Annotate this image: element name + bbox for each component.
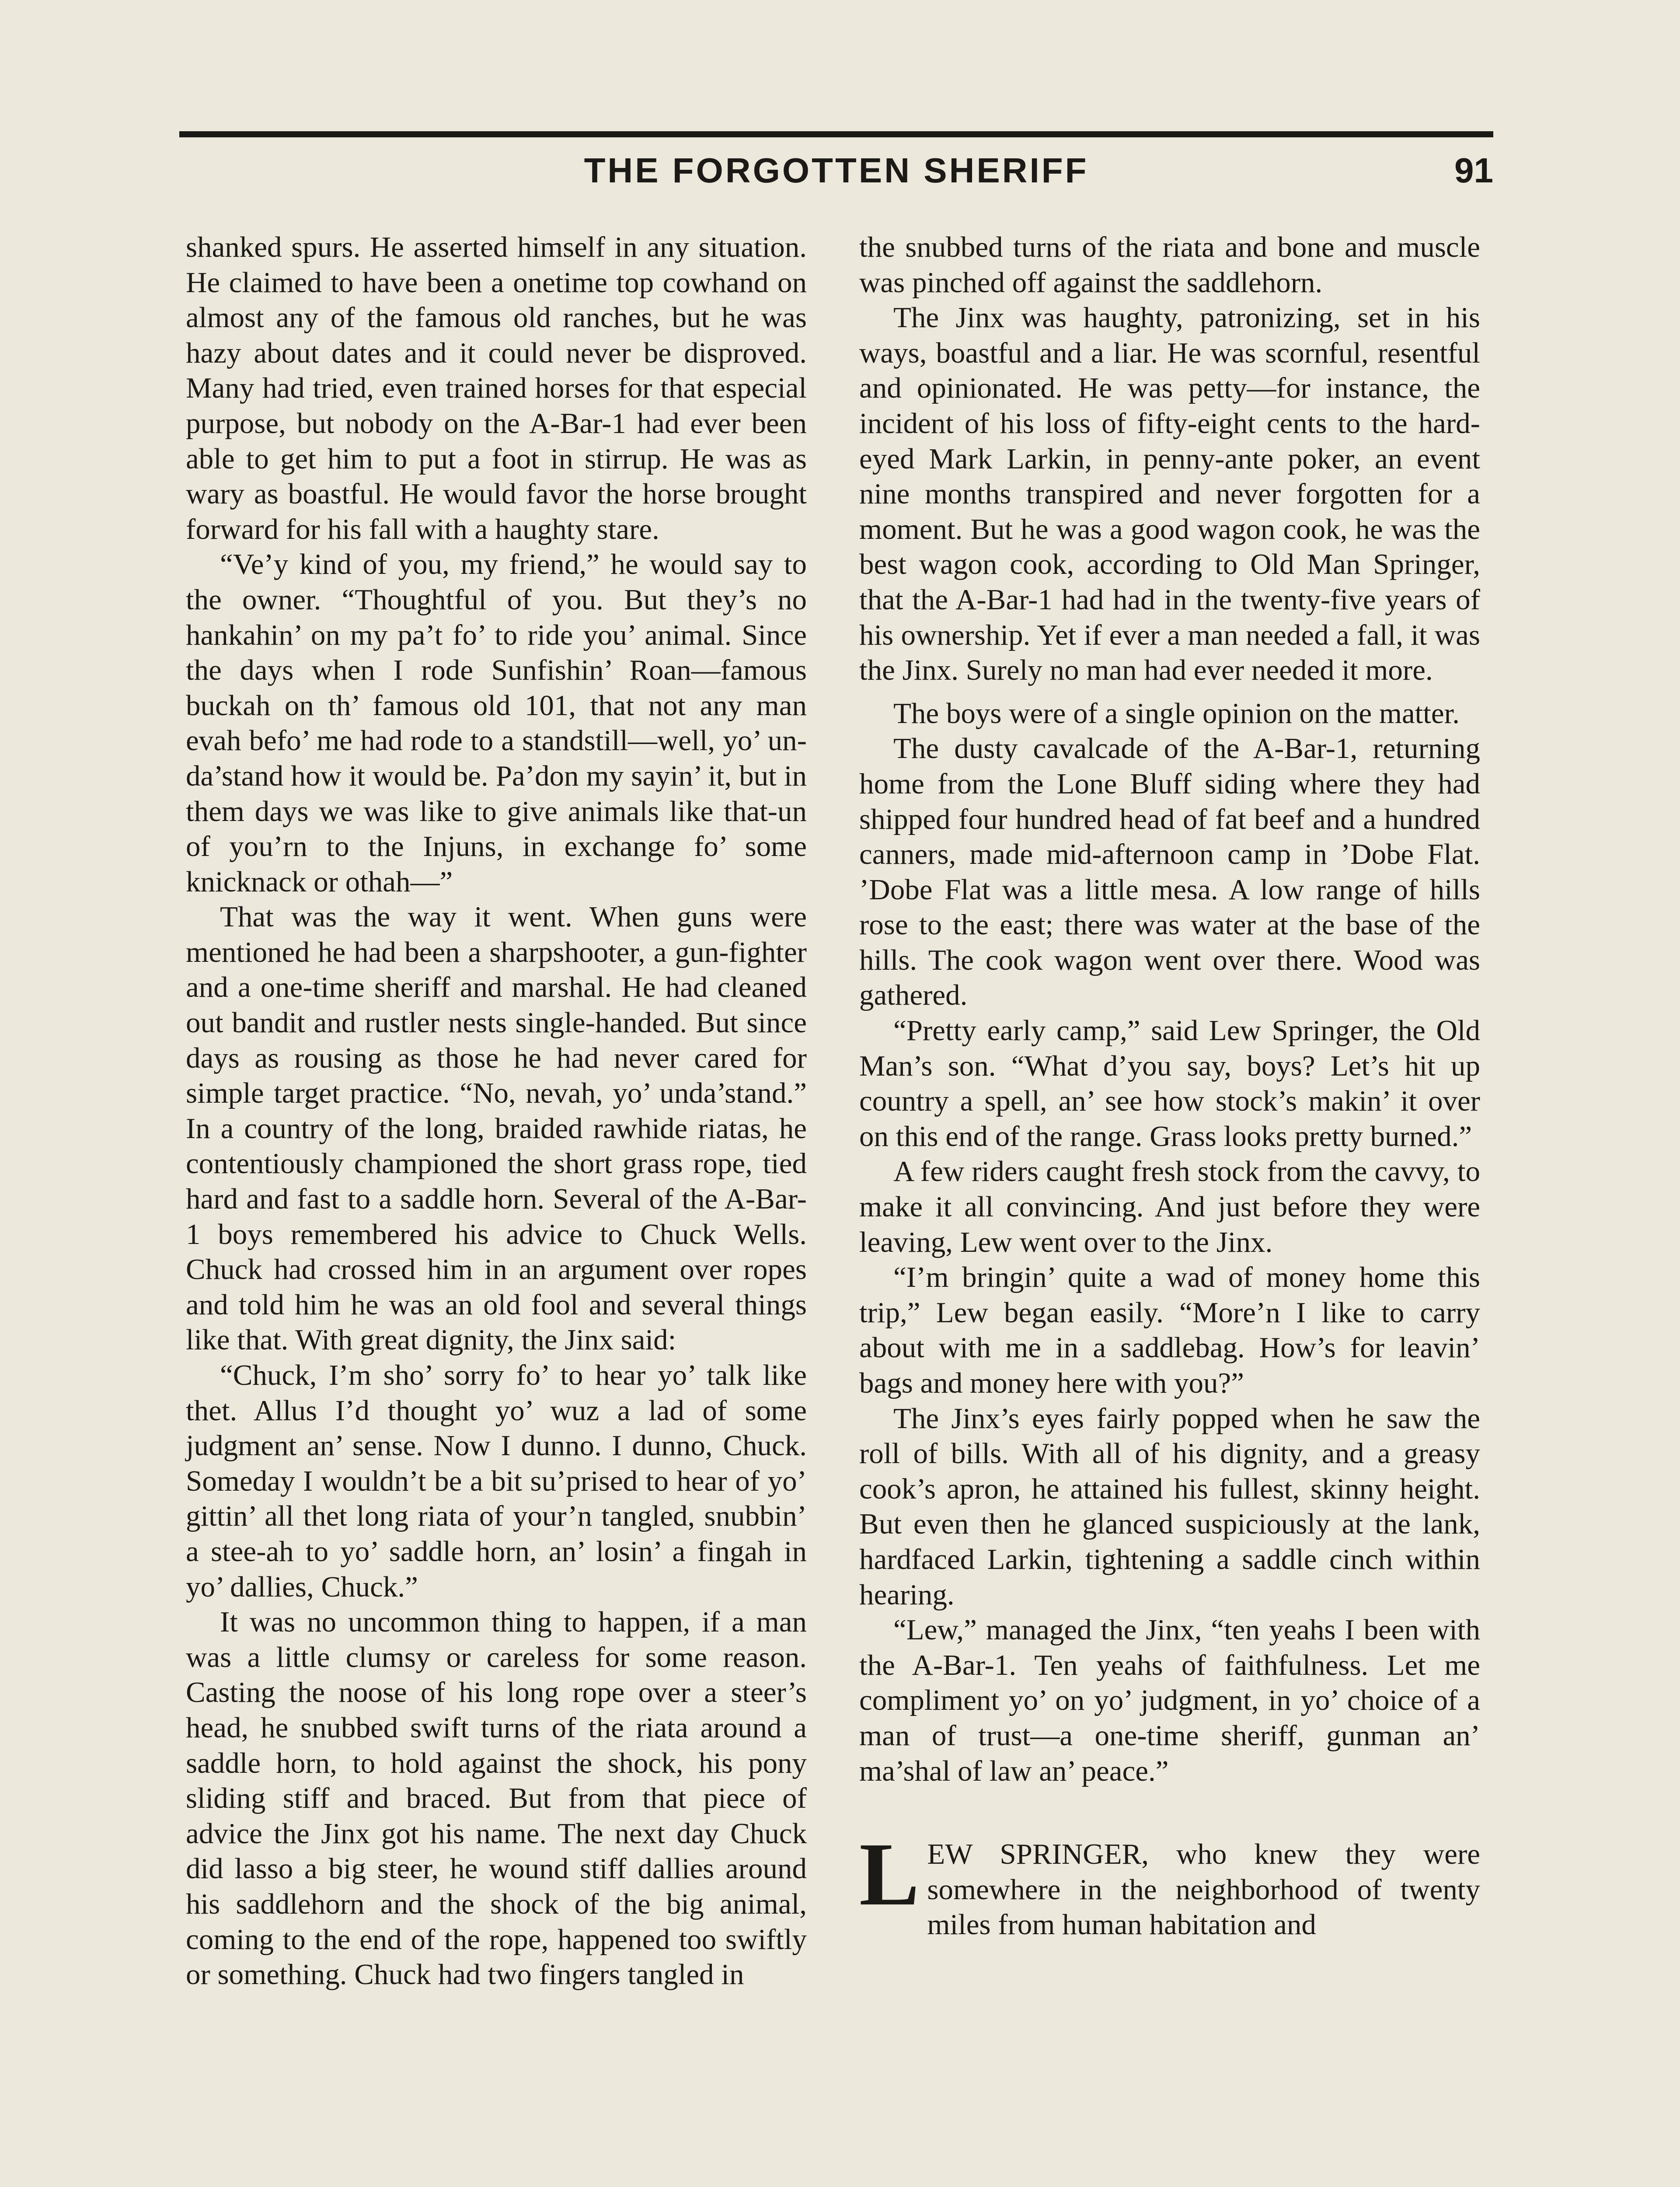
paragraph: “Chuck, I’m sho’ sorry fo’ to hear yo’ talk like thet. Allus I’d thought yo’ wuz a lad of some judgment an’ sense. Now I dunno. I dunno, Chuck. Someday I wouldn’t be a bit su’prised to hear of yo’ gittin’ all thet long riata of your’n tangled, snubbin’ a stee-ah to yo’ saddle horn, an’ losin’ a fingah in yo’ dallies, Chuck.”: [186, 1359, 807, 1603]
paragraph: the snubbed turns of the riata and bone and muscle was pinched off against the saddlehorn.: [859, 231, 1480, 299]
paragraph: The boys were of a single opinion on the matter.: [893, 697, 1460, 730]
paragraph: “Ve’y kind of you, my friend,” he would say to the owner. “Thoughtful of you. But they’s no hankahin’ on my pa’t fo’ to ride you’ animal. Since the days when I rode Sunfishin’ Roan—famous buckah on th’ famous old 101, that not any man evah befo’ me had rode to a standstill—well, yo’ unda’stand how it would be. Pa’don my sayin’ it, but in them days we was like to give animals like that-un of you’rn to the Injuns, in exchange fo’ some knicknack or othah—”: [186, 548, 807, 898]
paragraph: The Jinx was haughty, patronizing, set in his ways, boastful and a liar. He was scornful, resentful and opinionated. He was petty—for instance, the incident of his loss of fifty-eight cents to the hard-eyed Mark Larkin, in penny-ante poker, an event nine months transpired and never forgotten for a moment. But he was a good wagon cook, he was the best wagon cook, according to Old Man Springer, that the A-Bar-1 had had in the twenty-five years of his ownership. Yet if ever a man needed a fall, it was the Jinx. Surely no man had ever needed it more.: [859, 301, 1480, 687]
header-rule: [179, 131, 1493, 137]
section-start-paragraph: [859, 1824, 1480, 1942]
running-title: THE FORGOTTEN SHERIFF: [584, 151, 1089, 190]
left-column: [186, 230, 807, 1992]
section-start-text: EW SPRINGER, who knew they were somewhere in the neighborhood of twenty miles from human habitation and: [927, 1838, 1480, 1941]
right-column: [859, 230, 1480, 1942]
paragraph: “I’m bringin’ quite a wad of money home this trip,” Lew began easily. “More’n I like to carry about with me in a saddlebag. How’s for leavin’ bags and money here with you?”: [859, 1261, 1480, 1399]
paragraph: The Jinx’s eyes fairly popped when he saw the roll of bills. With all of his dignity, and a greasy cook’s apron, he attained his fullest, skinny height. But even then he glanced suspiciously at the lank, hardfaced Larkin, tightening a saddle cinch within hearing.: [859, 1402, 1480, 1611]
paragraph: A few riders caught fresh stock from the cavvy, to make it all convincing. And just before they were leaving, Lew went over to the Jinx.: [859, 1155, 1480, 1258]
drop-cap: L: [859, 1824, 920, 1925]
paragraph: That was the way it went. When guns were mentioned he had been a sharpshooter, a gun-fighter and a one-time sheriff and marshal. He had cleaned out bandit and rustler nests single-handed. But since days as rousing as those he had never cared for simple target practice. “No, nevah, yo’ unda’stand.” In a country of the long, braided rawhide riatas, he contentiously championed the short grass rope, tied hard and fast to a saddle horn. Several of the A-Bar-1 boys remembered his advice to Chuck Wells. Chuck had crossed him in an argument over ropes and told him he was an old fool and several things like that. With great dignity, the Jinx said:: [186, 901, 807, 1356]
page-number: 91: [1454, 151, 1493, 190]
paragraph: The dusty cavalcade of the A-Bar-1, returning home from the Lone Bluff siding where they had shipped four hundred head of fat beef and a hundred canners, made mid-afternoon camp in ’Dobe Flat. ’Dobe Flat was a little mesa. A low range of hills rose to the east; there was water at the base of the hills. The cook wagon went over there. Wood was gathered.: [859, 732, 1480, 1012]
running-header: [179, 147, 1493, 195]
paragraph: “Pretty early camp,” said Lew Springer, the Old Man’s son. “What d’you say, boys? Let’s hit up country a spell, an’ see how stock’s makin’ it over on this end of the range. Grass looks pretty burned.”: [859, 1014, 1480, 1153]
paragraph: “Lew,” managed the Jinx, “ten yeahs I been with the A-Bar-1. Ten yeahs of faithfulness. Let me compliment yo’ on yo’ judgment, in yo’ choice of a man of trust—a one-time sheriff, gunman an’ ma’shal of law an’ peace.”: [859, 1614, 1480, 1787]
paragraph: shanked spurs. He asserted himself in any situation. He claimed to have been a onetime top cowhand on almost any of the famous old ranches, but he was hazy about dates and it could never be disproved. Many had tried, even trained horses for that especial purpose, but nobody on the A-Bar-1 had ever been able to get him to put a foot in stirrup. He was as wary as boastful. He would favor the horse brought forward for his fall with a haughty stare.: [186, 231, 807, 545]
paragraph: It was no uncommon thing to happen, if a man was a little clumsy or careless for some reason. Casting the noose of his long rope over a steer’s head, he snubbed swift turns of the riata around a saddle horn, to hold against the shock, his pony sliding stiff and braced. But from that piece of advice the Jinx got his name. The next day Chuck did lasso a big steer, he wound stiff dallies around his saddlehorn and the shock of the big animal, coming to the end of the rope, happened too swiftly or something. Chuck had two fingers tangled in: [186, 1606, 807, 1991]
